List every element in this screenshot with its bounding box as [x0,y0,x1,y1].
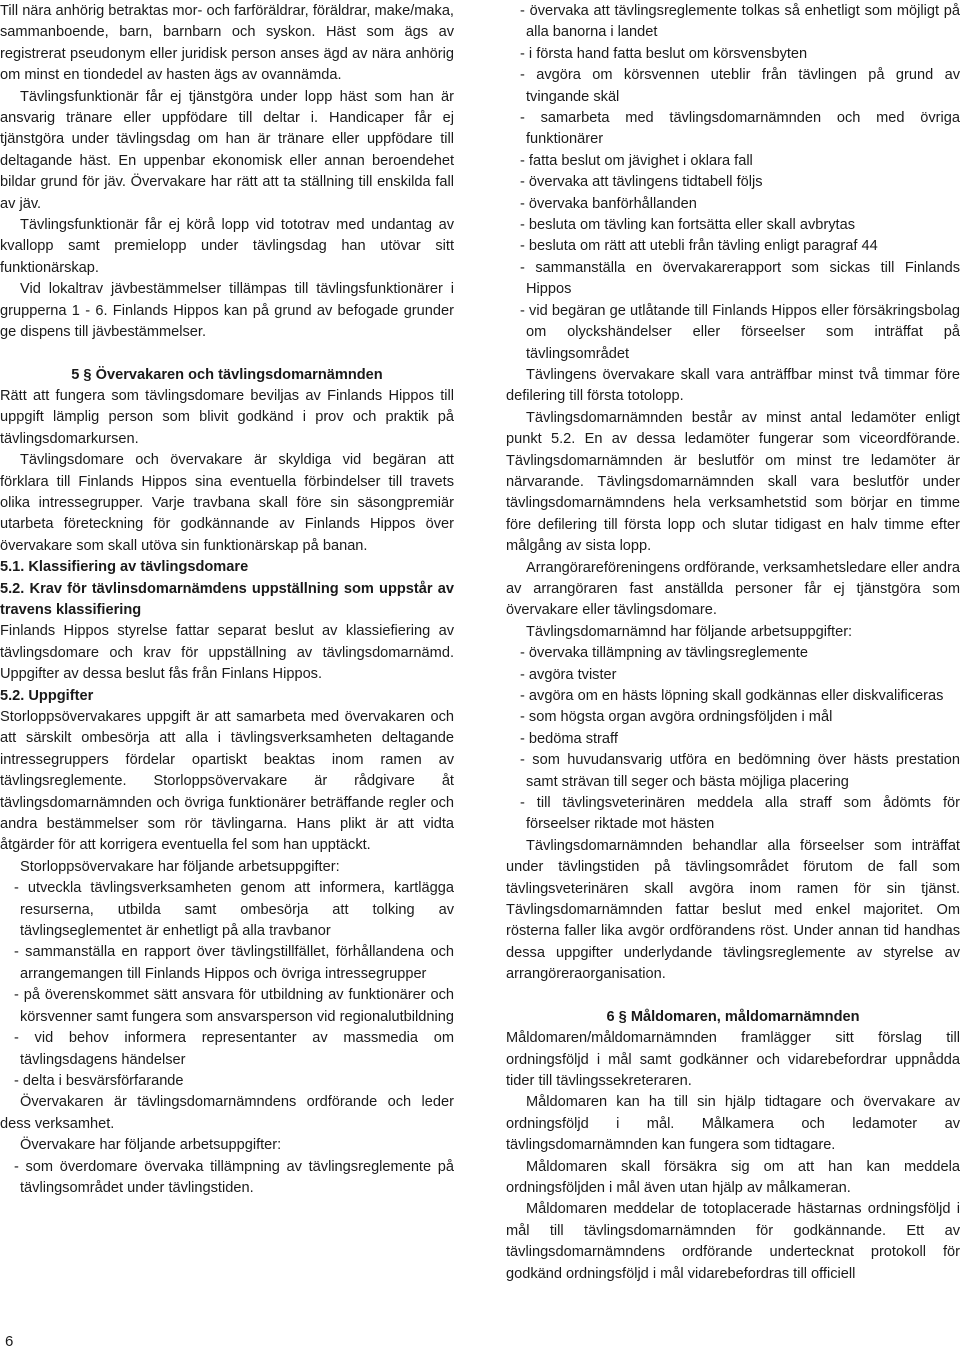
list-item: - sammanställa en rapport över tävlingstillfället, förhållandena och arrangemangen till Finlands Hippos och övriga intressegrupper [14,944,454,982]
list-item: - som högsta organ avgöra ordningsföljden i mål [520,709,833,726]
list-item: - som överdomare övervaka tillämpning av tävlingsreglemente på tävlingsområdet under tävlingstiden. [14,1158,454,1196]
paragraph: Storloppsövervakares uppgift är att samarbeta med övervakaren och att särskilt ombesörja att alla i tävlingsverksamheten deltagande intressegruppers fördelar opartiskt beaktas inom ramen av tävlingsreglemente. Storloppsövervakare är rådgivare åt tävlingsdomarnämnden och övriga funktionärer beträffande regler och andra bestämmelser som rör tävlingarna. Hans plikt är att vidta åtgärder för att korrigera eventuella fel som han upptäckt. [0,709,454,854]
section-spacer [0,344,454,365]
subsection-heading: 5.2. Krav för tävlinsdomarnämdens uppställning som uppstår av travens klassifiering [0,580,454,618]
list-item: - besluta om rätt att utebli från tävling enligt paragraf 44 [520,238,878,255]
section-heading: 5 § Övervakaren och tävlingsdomarnämnden [71,366,383,383]
page-number: 6 [5,1333,14,1350]
paragraph: Övervakaren är tävlingsdomarnämndens ordförande och leder dess verksamhet. [0,1094,454,1132]
section-heading: 6 § Måldomaren, måldomarnämnden [606,1008,860,1025]
paragraph: Storloppsövervakare har följande arbetsuppgifter: [20,858,340,875]
paragraph: Tävlingsdomarnämnden behandlar alla förseelser som inträffat under tävlingstiden på tävlingsområdet förutom de fall som tävlingsveterinären skall avgöra inom ramen för sin tjänst. Tävlingsdomarnämnden fattar beslut med enkel majoritet. Om rösterna faller lika avgör ordförandens röst. Under annan tid handhas dessa uppgifter underlydande tävlingsreglemente av styrelse av arrangöreraorganisation. [506,837,960,983]
paragraph: Övervakare har följande arbetsuppgifter: [20,1137,282,1154]
right-column [506,1,960,1285]
list-item: - till tävlingsveterinären meddela alla straff som ådömts för förseelser riktade mot hästen [520,795,960,833]
paragraph: Till nära anhörig betraktas mor- och farföräldrar, föräldrar, make/maka, sammanboende, barn, barnbarn och syskon. Häst som ägs av registrerat pseudonym eller juridisk person anses ägd av nära anhörig om minst en tiondedel av hasten ägs av ovannämda. [0,3,454,84]
list-item: - övervaka att tävlingsreglemente tolkas så enhetligt som möjligt på alla banorna i landet [520,3,960,41]
list-item: - delta i besvärsförfarande [14,1072,184,1089]
paragraph: Tävlingsdomare och övervakare är skyldiga vid begäran att förklara till Finlands Hippos sina eventuella förbindelser till travets olika intressegrupper. Varje travbana skall före sin säsongpremiär utarbeta företeckning för godkännande av Finlands Hippos över övervakare som skall utöva sin funktionärskap på banan. [0,452,454,554]
paragraph: Vid lokaltrav jävbestämmelser tillämpas till tävlingsfunktionärer i grupperna 1 - 6. Finlands Hippos kan på grund av befogade grunder ge dispens till jävbestämmelser. [0,281,454,341]
list-item: - fatta beslut om jävighet i oklara fall [520,152,753,169]
list-item: - avgöra om en hästs löpning skall godkännas eller diskvalificeras [520,688,944,704]
paragraph: Tävlingsfunktionär får ej tjänstgöra under lopp häst som han är ansvarig tränare eller uppfödare till deltar i. Handicaper får ej tjänstgöra under tävlingsdag om han är tränare eller uppfödare till deltagande häst. En uppenbar ekonomisk eller annan beroendehet bildar grund för jäv. Övervakare har rätt att ta ställning till enskilda fall av jäv. [0,88,454,212]
paragraph: Arrangörareföreningens ordförande, verksamhetsledare eller andra av arrangöraren fast anställda personer får ej tjänstgöra som övervakare eller tävlingsdomare. [506,559,960,619]
list-item: - övervaka tillämpning av tävlingsreglemente [520,645,808,662]
paragraph: Måldomaren skall försäkra sig om att han kan meddela ordningsföljden i mål även utan hjälp av målkameran. [506,1158,960,1196]
list-item: - på överenskommet sätt ansvara för utbildning av funktionärer och körsvenner samt fungera som ansvarsperson vid regionalutbildning [14,987,454,1025]
subsection-heading: 5.2. Uppgifter [0,687,94,704]
list-item: - som huvudansvarig utföra en bedömning över hästs prestation samt strävan till seger och bästa möjliga placering [520,752,960,790]
section-spacer [506,986,960,1007]
list-item: - sammanställa en övervakarerapport som sickas till Finlands Hippos [520,259,960,298]
list-item: - samarbeta med tävlingsdomarnämnden och med övriga funktionärer [520,110,960,148]
list-item: - vid behov informera representanter av massmedia om tävlingsdagens händelser [14,1030,454,1068]
list-item: - bedöma straff [520,730,618,747]
list-item: - besluta om tävling kan fortsätta eller skall avbrytas [520,217,855,234]
paragraph: Tävlingsfunktionär får ej körå lopp vid tototrav med undantag av kvallopp samt premielopp under tävlingsdag han utövar sitt funktionärskap. [0,217,454,276]
paragraph: Tävlingsdomarnämnd har följande arbetsuppgifter: [526,623,853,640]
list-item: - avgöra om körsvennen uteblir från tävlingen på grund av tvingande skäl [520,67,960,105]
list-item: - avgöra tvister [520,666,617,683]
paragraph: Tävlingens övervakare skall vara anträffbar minst två timmar före defilering till första totolopp. [506,366,960,405]
paragraph: Rätt att fungera som tävlingsdomare beviljas av Finlands Hippos till uppgift lämplig person som blivit godkänd i prov och praktik på tävlingsdomarkursen. [0,387,454,447]
list-item: - utveckla tävlingsverksamheten genom att informera, kartlägga resurserna, utbilda samt ombesörja att tolking av tävlingseglementet är enhetligt på alla travbanor [14,880,454,940]
list-item: - i första hand fatta beslut om körsvensbyten [520,45,808,62]
subsection-heading: 5.1. Klassifiering av tävlingsdomare [0,559,249,576]
paragraph: Måldomaren kan ha till sin hjälp tidtagare och övervakare av ordningsföljd i mål. Målkamera och ledamoter av tävlingsdomarnämnden kan fungera som tidtagare. [506,1094,960,1154]
paragraph: Måldomaren meddelar de totoplacerade hästarnas ordningsföljd i mål till tävlingsdomarnämnden för godkännande. Ett av tävlingsdomarnämndens ordförande undertecknat protokoll för godkänd ordningsföljd i mål vidarebefordras till officiell [506,1201,960,1282]
paragraph: Finlands Hippos styrelse fattar separat beslut av klassiefiering av tävlingsdomare och krav för uppställning av tävlingsdomarnämd. Uppgifter av dessa beslut fås från Finlans Hippos. [0,623,454,683]
list-item: - vid begäran ge utlåtande till Finlands Hippos eller försäkringsbolag om olyckshändelser eller förseelser som inträffat på tävlingsområdet [520,302,960,362]
list-item: - övervaka banförhållanden [520,195,697,212]
paragraph: Tävlingsdomarnämnden består av minst antal ledamöter enligt punkt 5.2. En av dessa ledamöter fungerar som viceordförande. Tävlingsdomarnämnden är beslutför om minst tre ledamöter är närvarande. Tävlingsdomarnämnden skall vara beslutför under tävlingsdomarnämndens hela verksamhetstid som börjar en timme före defilering till första lopp och slutar tidigast en halv timme efter målgång av sista lopp. [506,409,960,555]
list-item: - övervaka att tävlingens tidtabell följs [520,174,763,191]
left-column [0,1,454,1199]
paragraph: Måldomaren/måldomarnämnden framlägger sitt förslag till ordningsföljd i mål samt godkänner och vidarebefordrar uppnådda tider till tävlingssekreteraren. [506,1030,960,1089]
